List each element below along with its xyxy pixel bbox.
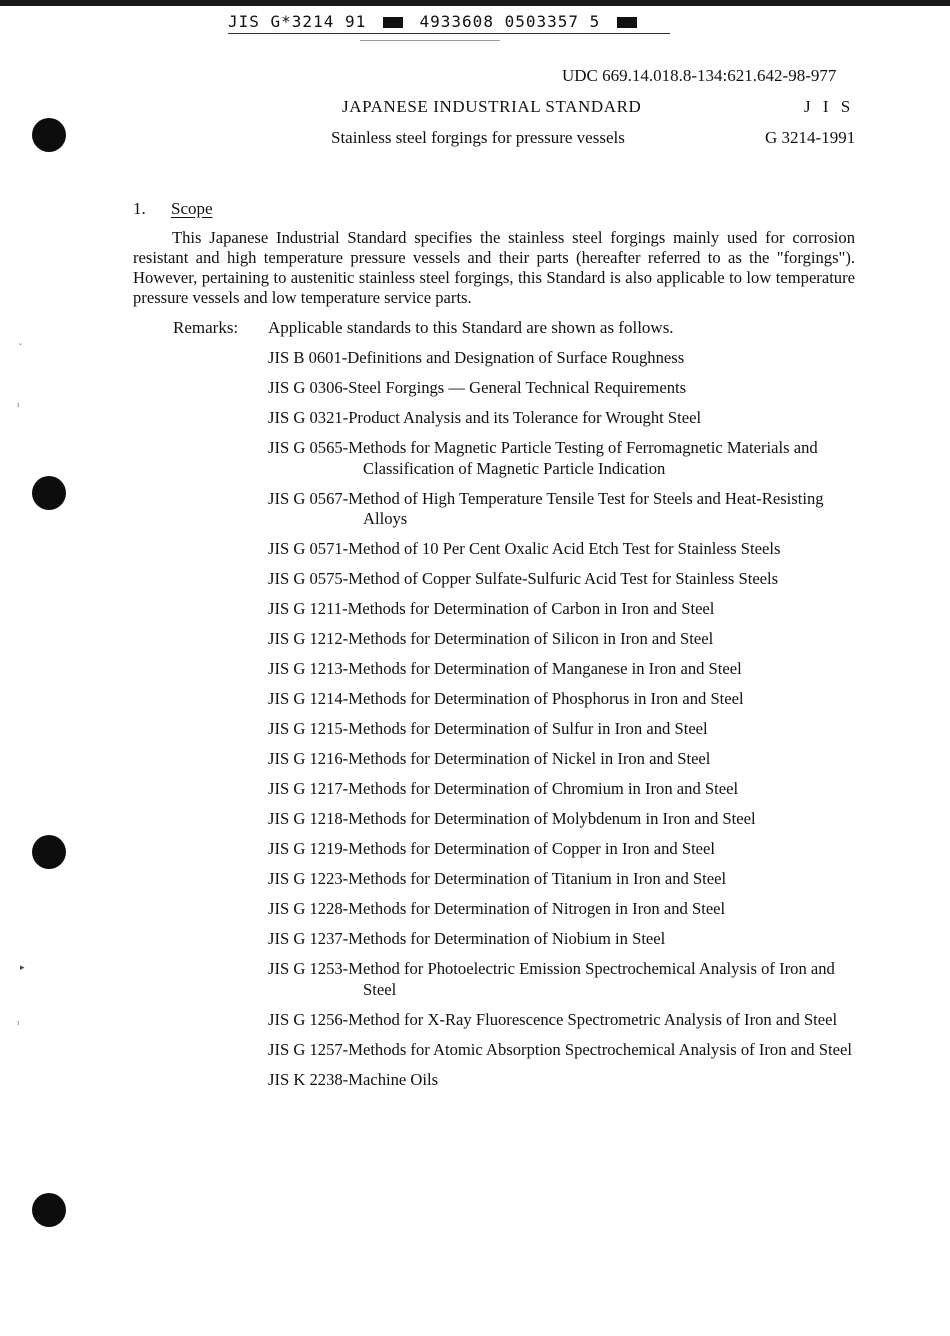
barcode-block [617,17,637,28]
reference-item: JIS G 0567-Method of High Temperature Tensile Test for Steels and Heat-Resisting Alloys [268,488,824,528]
reference-item: JIS G 1256-Method for X-Ray Fluorescence Spectrometric Analysis of Iron and Steel [268,1009,838,1029]
reference-item: JIS B 0601-Definitions and Designation of Surface Roughness [268,348,685,367]
reference-item: JIS G 1211-Methods for Determination of Carbon in Iron and Steel [268,599,715,618]
punch-hole [32,1193,66,1227]
remarks-label: Remarks: [173,318,239,337]
standard-title: JAPANESE INDUSTRIAL STANDARD [342,97,642,116]
reference-item: JIS G 0571-Method of 10 Per Cent Oxalic Acid Etch Test for Stainless Steels [268,539,781,558]
punch-hole [32,476,66,510]
section-number: 1. [133,199,146,218]
scan-speck: ˘ [19,342,22,352]
header-code-line [228,12,668,34]
reference-item: JIS G 1237-Methods for Determination of Niobium in Steel [268,929,666,948]
punch-hole [32,835,66,869]
reference-item: JIS G 1228-Methods for Determination of Nitrogen in Iron and Steel [268,899,726,918]
reference-item: JIS G 1215-Methods for Determination of Sulfur in Iron and Steel [268,719,708,738]
reference-item: JIS G 0565-Methods for Magnetic Particle Testing of Ferromagnetic Materials and Classification of Magnetic Particle Indication [268,438,818,478]
header-code-left: JIS G*3214 91 [228,12,367,31]
reference-item: JIS G 1253-Method for Photoelectric Emission Spectrochemical Analysis of Iron and Steel [268,959,835,999]
reference-item: JIS G 1219-Methods for Determination of Copper in Iron and Steel [268,839,716,858]
header-rule [228,33,670,34]
scan-top-border [0,0,950,6]
scan-speck: ˀ [17,1020,20,1030]
section-title: Scope [171,199,213,218]
reference-item: JIS G 1257-Methods for Atomic Absorption Spectrochemical Analysis of Iron and Steel [268,1039,852,1059]
reference-item: JIS G 0575-Method of Copper Sulfate-Sulfuric Acid Test for Stainless Steels [268,569,779,588]
jis-mark: J I S [804,97,855,116]
reference-item: JIS G 1212-Methods for Determination of Silicon in Iron and Steel [268,629,714,648]
reference-item: JIS G 0306-Steel Forgings — General Technical Requirements [268,378,687,397]
udc-code: UDC 669.14.018.8-134:621.642-98-977 [562,66,837,85]
header-rule-faint [360,40,500,41]
barcode-block [383,17,403,28]
header-code-right: 4933608 0503357 5 [419,12,601,31]
scan-speck: ˀ [17,402,20,412]
reference-item: JIS G 1214-Methods for Determination of Phosphorus in Iron and Steel [268,689,744,708]
document-title: Stainless steel forgings for pressure vessels [331,128,625,147]
reference-standards-list [268,348,868,1100]
reference-item: JIS G 1223-Methods for Determination of Titanium in Iron and Steel [268,869,727,888]
reference-item: JIS G 1217-Methods for Determination of Chromium in Iron and Steel [268,779,739,798]
reference-item: JIS G 1218-Methods for Determination of Molybdenum in Iron and Steel [268,809,756,828]
reference-item: JIS K 2238-Machine Oils [268,1069,439,1089]
reference-item: JIS G 1216-Methods for Determination of Nickel in Iron and Steel [268,749,711,768]
punch-hole [32,118,66,152]
reference-item: JIS G 1213-Methods for Determination of Manganese in Iron and Steel [268,659,742,678]
scan-speck: ▸ [20,962,25,972]
remarks-text: Applicable standards to this Standard are shown as follows. [268,318,674,337]
document-number: G 3214-1991 [765,128,856,147]
scope-paragraph: This Japanese Industrial Standard specifies the stainless steel forgings mainly used for corrosion resistant and high temperature pressure vessels and their parts (hereafter referred to as the "forgings"). However, pertaining to austenitic stainless steel forgings, this Standard is also applicable to low temperature pressure vessels and low temperature service parts. [133,228,855,307]
reference-item: JIS G 0321-Product Analysis and its Tolerance for Wrought Steel [268,408,702,427]
